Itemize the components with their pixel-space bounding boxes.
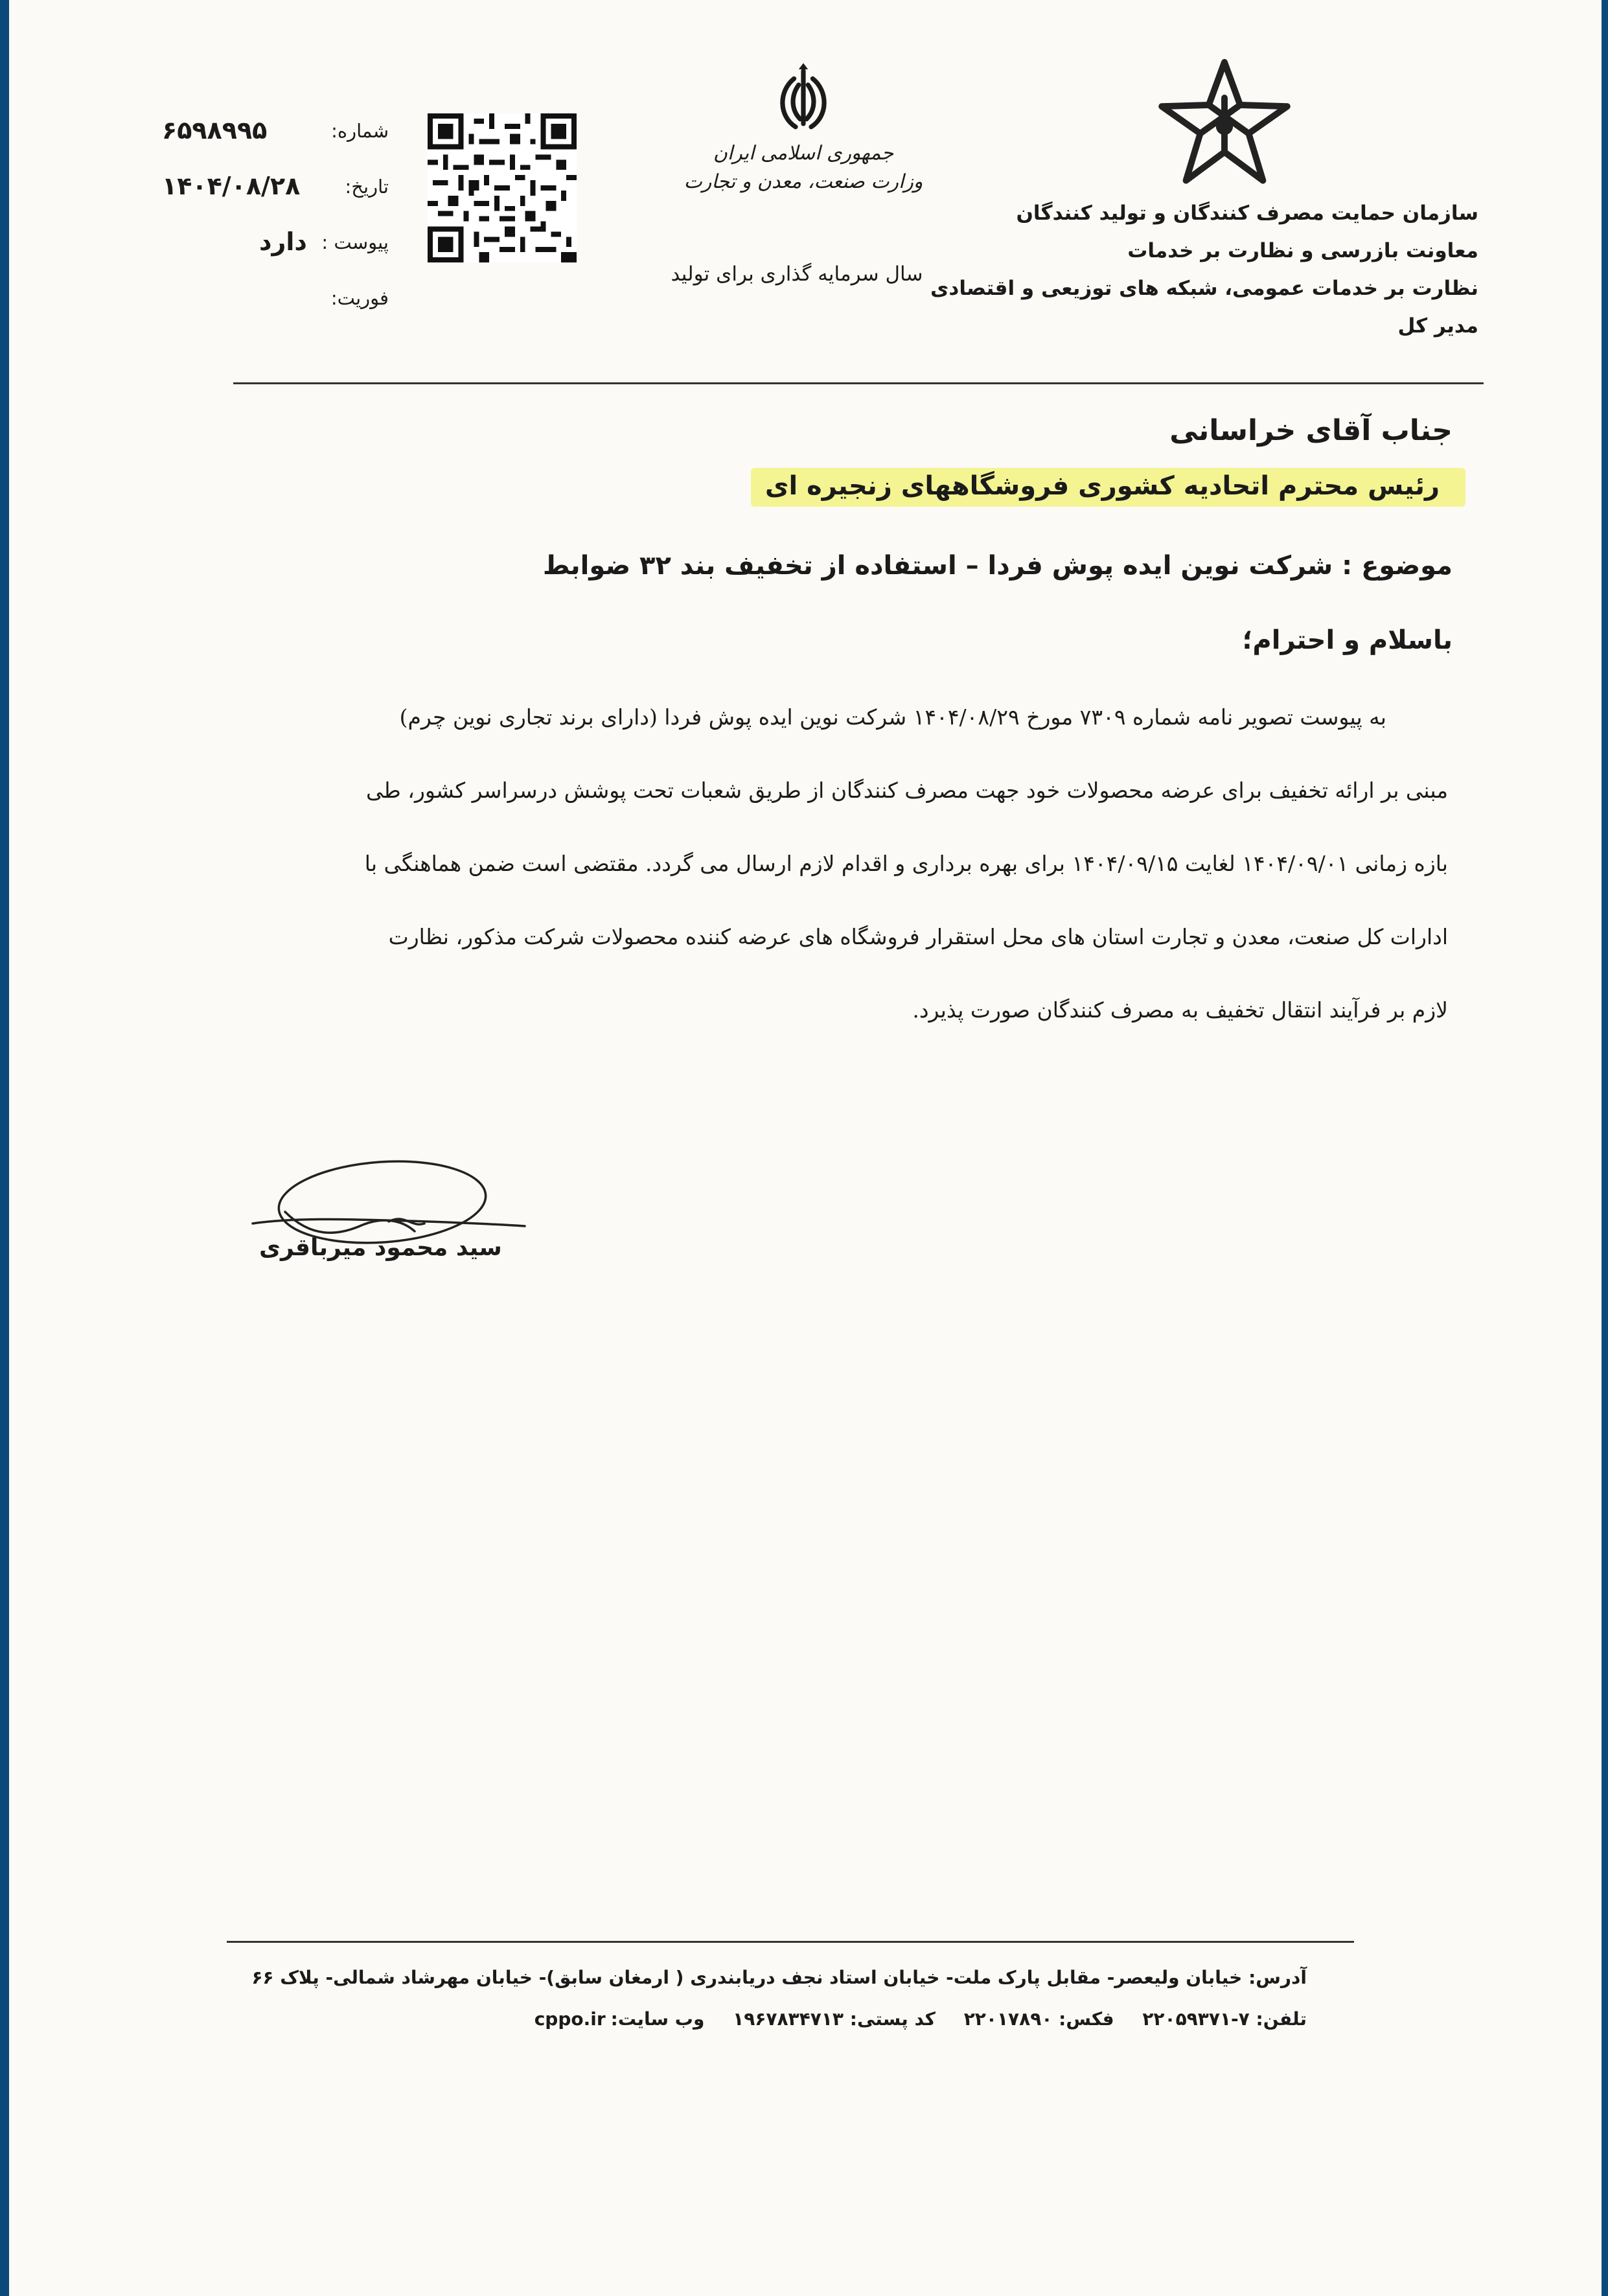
qr-code-icon — [428, 113, 577, 262]
addressee-name: جناب آقای خراسانی — [1169, 414, 1453, 447]
footer-phone: تلفن: ۷-۲۲۰۵۹۳۷۱ — [1142, 2008, 1307, 2030]
subject-line: موضوع : شرکت نوین ایده پوش فردا – استفاده از تخفیف بند ۳۲ ضوابط — [542, 551, 1453, 581]
footer-website-label: وب سایت: — [610, 2008, 705, 2030]
republic-name: جمهوری اسلامی ایران — [713, 142, 894, 165]
footer-divider — [227, 1941, 1354, 1943]
body-line: مبنی بر ارائه تخفیف برای عرضه محصولات خود جهت مصرف کنندگان از طریق شعبات تحت پوشش درسراسر کشور، طی — [366, 778, 1448, 803]
body-line: ادارات کل صنعت، معدن و تجارت استان های محل استقرار فروشگاه های عرضه کننده محصولات شرکت مذکور، نظارت — [388, 924, 1448, 949]
org-deputy: معاونت بازرسی و نظارت بر خدمات — [1127, 239, 1478, 262]
scan-border-right — [1602, 0, 1608, 2296]
footer-address: آدرس: خیابان ولیعصر- مقابل پارک ملت- خیابان استاد نجف دریابندری ( ارمغان سابق)- خیابان مهرشاد شمالی- پلاک ۶۶ — [251, 1967, 1307, 1988]
addressee-title — [757, 460, 1453, 512]
scan-border-left — [0, 0, 9, 2296]
handwritten-signature — [240, 1141, 538, 1283]
attachment-value: دارد — [259, 227, 307, 256]
salutation: باسلام و احترام؛ — [1242, 625, 1453, 655]
year-slogan: سال سرمایه گذاری برای تولید — [671, 262, 923, 286]
header-divider — [233, 382, 1484, 384]
org-position: مدیر کل — [1397, 314, 1478, 338]
number-label: شماره: — [331, 120, 389, 142]
footer-contact — [205, 1957, 1307, 2040]
addressee-title-text: رئیس محترم اتحادیه کشوری فروشگاههای زنجیره ای — [764, 471, 1440, 501]
attachment-label: پیوست : — [321, 231, 389, 253]
urgency-label: فوریت: — [330, 287, 389, 309]
footer-website-link[interactable]: cppo.ir — [534, 2008, 606, 2030]
attachment-row — [162, 227, 389, 287]
signer-name: سید محمود میرباقری — [259, 1235, 502, 1261]
star-knot-logo-icon — [1153, 55, 1296, 198]
date-value: ۱۴۰۴/۰۸/۲۸ — [162, 172, 301, 200]
iran-emblem-icon — [764, 62, 842, 139]
date-row — [162, 172, 389, 231]
footer-postal-code: کد پستی: ۱۹۶۷۸۳۴۷۱۳ — [733, 2008, 936, 2030]
letter-meta — [162, 116, 389, 343]
org-department: نظارت بر خدمات عمومی، شبکه های توزیعی و اقتصادی — [930, 277, 1478, 300]
letter-body — [159, 680, 1448, 1047]
number-row — [162, 116, 389, 176]
body-line: لازم بر فرآیند انتقال تخفیف به مصرف کنندگان صورت پذیرد. — [912, 997, 1448, 1023]
number-value: ۶۵۹۸۹۹۵ — [162, 116, 268, 145]
ministry-title — [680, 139, 926, 196]
date-label: تاریخ: — [345, 176, 389, 198]
urgency-row — [162, 287, 389, 343]
ministry-name: وزارت صنعت، معدن و تجارت — [683, 170, 923, 193]
body-line: به پیوست تصویر نامه شماره ۷۳۰۹ مورخ ۱۴۰۴/۰۸/۲۹ شرکت نوین ایده پوش فردا (دارای برند تجاری نوین چرم) — [399, 704, 1386, 730]
body-line: بازه زمانی ۱۴۰۴/۰۹/۰۱ لغایت ۱۴۰۴/۰۹/۱۵ برای بهره برداری و اقدام لازم ارسال می گردد. مقتضی است ضمن هماهنگی با — [364, 851, 1448, 876]
addressee-block — [757, 402, 1453, 512]
org-name: سازمان حمایت مصرف کنندگان و تولید کنندگان — [1016, 202, 1478, 225]
footer-fax: فکس: ۲۲۰۱۷۸۹۰ — [963, 2008, 1114, 2030]
footer-contact-line — [205, 1999, 1307, 2040]
